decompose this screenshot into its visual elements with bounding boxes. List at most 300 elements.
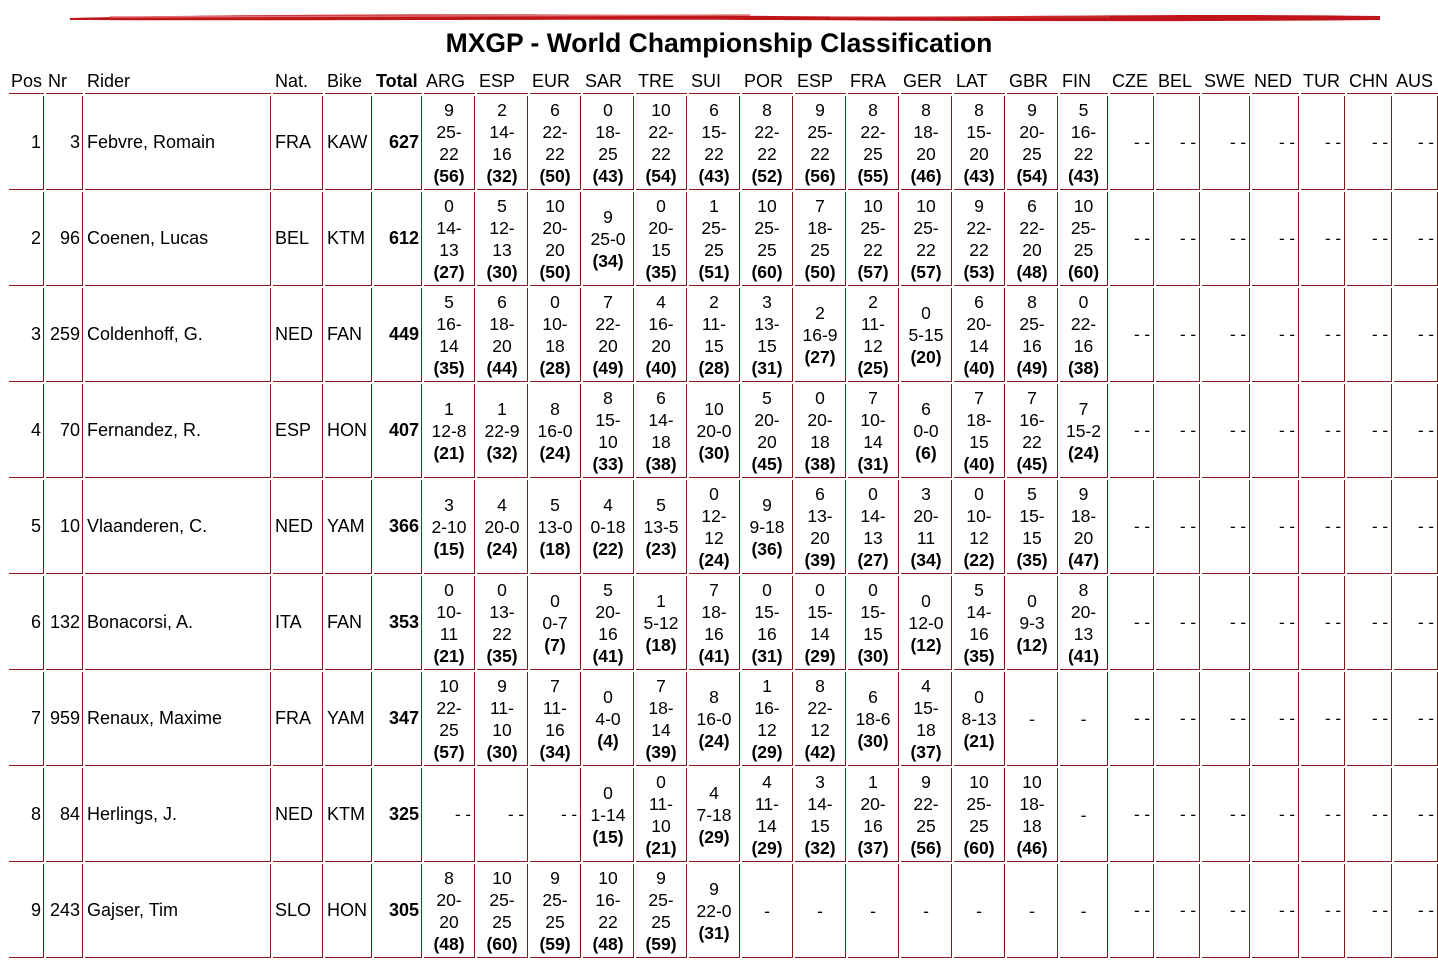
race-result-cell (848, 288, 899, 382)
result-points: (41) (592, 645, 624, 666)
result-line: 25 (492, 911, 512, 932)
result-line: 22 (757, 143, 777, 164)
rider-name-cell: Coldenhoff, G. (85, 288, 271, 382)
result-line: 14 (969, 335, 989, 356)
result-line: 25 (545, 911, 565, 932)
result-line: 6 (497, 291, 507, 312)
result-line: 13 (439, 239, 459, 260)
number-cell: 259 (46, 288, 83, 382)
result-points: (51) (698, 261, 730, 282)
race-result-cell (583, 384, 634, 478)
result-line: 13 (492, 239, 512, 260)
race-result-cell (848, 96, 899, 190)
race-result-cell (1007, 768, 1058, 862)
result-line: 25 (757, 239, 777, 260)
future-race-cell: - - (1394, 96, 1438, 190)
result-line: 2 (497, 99, 507, 120)
race-result-cell (689, 192, 740, 286)
position-cell: 8 (9, 768, 44, 862)
result-line: 25 (439, 719, 459, 740)
race-result-cell (530, 288, 581, 382)
future-race-cell: - - (1202, 192, 1250, 286)
future-race-cell: - - (1156, 864, 1200, 958)
result-line: 8 (1078, 579, 1089, 600)
column-header: ARG (424, 70, 475, 94)
race-result-cell (795, 672, 846, 766)
result-points: (60) (751, 261, 783, 282)
result-line: 7 (550, 675, 560, 696)
result-line: 18- (1019, 793, 1045, 814)
total-points-cell: 305 (374, 864, 422, 958)
future-race-cell: - - (1202, 672, 1250, 766)
race-result-cell (901, 480, 952, 574)
result-line: 20- (860, 793, 886, 814)
race-result-cell (742, 480, 793, 574)
result-line: 1 (497, 398, 507, 419)
future-race-cell: - - (1301, 96, 1345, 190)
total-points-cell: 325 (374, 768, 422, 862)
result-line: 0-18 (590, 516, 626, 537)
result-line: 12 (969, 527, 989, 548)
result-line: 14- (807, 793, 833, 814)
result-line: 12-8 (431, 420, 467, 441)
position-cell: 2 (9, 192, 44, 286)
result-line: 12 (757, 719, 777, 740)
result-line: 7 (709, 579, 719, 600)
race-result-cell (477, 96, 528, 190)
result-line: 13-5 (643, 516, 679, 537)
race-result-cell (477, 192, 528, 286)
result-points: (38) (804, 453, 836, 474)
decorative-brush-stroke (70, 11, 1380, 23)
result-line: 12 (863, 335, 883, 356)
result-line: 9 (1027, 99, 1037, 120)
result-line: 6 (974, 291, 984, 312)
race-result-cell (1007, 288, 1058, 382)
race-result-cell (424, 480, 475, 574)
race-result-cell: - (1007, 672, 1058, 766)
race-result-cell (689, 672, 740, 766)
result-line: 25 (810, 239, 830, 260)
result-points: (43) (698, 165, 730, 186)
result-line: 8 (762, 99, 772, 120)
total-points-cell: 627 (374, 96, 422, 190)
total-points-cell: 407 (374, 384, 422, 478)
result-line: 18- (489, 313, 515, 334)
race-result-cell (689, 480, 740, 574)
result-line: 0 (497, 579, 507, 600)
result-line: 22- (754, 121, 780, 142)
result-line: 1-14 (590, 804, 626, 825)
result-line: 12-0 (908, 612, 944, 633)
result-line: 0 (656, 195, 666, 216)
result-line: 11- (755, 793, 779, 814)
result-line: 20- (1070, 601, 1097, 622)
race-result-cell: - (795, 864, 846, 958)
race-result-cell (901, 768, 952, 862)
future-race-cell: - - (1252, 672, 1299, 766)
race-result-cell: - (1060, 864, 1108, 958)
result-line: 16 (492, 143, 512, 164)
result-line: 7-18 (696, 804, 732, 825)
result-line: 7 (1078, 398, 1089, 419)
result-line: 25 (598, 143, 618, 164)
position-cell: 7 (9, 672, 44, 766)
result-line: 14 (810, 623, 830, 644)
future-race-cell: - - (1252, 768, 1299, 862)
result-line: 16 (969, 623, 989, 644)
race-result-cell (742, 192, 793, 286)
result-line: 12 (704, 527, 724, 548)
result-points: (38) (645, 453, 677, 474)
result-points: (27) (433, 261, 465, 282)
result-points: (59) (645, 933, 677, 954)
result-line: 20- (648, 217, 674, 238)
future-race-cell: - - (1202, 768, 1250, 862)
column-header: CZE (1110, 70, 1154, 94)
result-points: (43) (592, 165, 624, 186)
column-header: SWE (1202, 70, 1250, 94)
future-race-cell: - - (1301, 288, 1345, 382)
result-line: 20- (595, 601, 621, 622)
result-points: (24) (486, 538, 518, 559)
race-result-cell (636, 192, 687, 286)
result-line: 6 (868, 686, 878, 707)
result-line: 8 (974, 99, 984, 120)
result-line: 8 (868, 99, 878, 120)
result-points: (48) (1016, 261, 1048, 282)
result-line: 9 (1078, 483, 1089, 504)
total-points-cell: 612 (374, 192, 422, 286)
result-line: 10 (1022, 771, 1042, 792)
future-race-cell: - - (1252, 288, 1299, 382)
result-line: 25- (754, 217, 780, 238)
result-line: 18-6 (855, 708, 891, 729)
race-result-cell (848, 576, 899, 670)
result-line: 25 (651, 911, 671, 932)
race-result-cell (583, 864, 634, 958)
future-race-cell: - - (1110, 288, 1154, 382)
future-race-cell: - - (1156, 384, 1200, 478)
column-header: FIN (1060, 70, 1108, 94)
result-line: 6 (1027, 195, 1037, 216)
result-line: 20 (757, 431, 777, 452)
result-points: (45) (751, 453, 783, 474)
future-race-cell: - - (1202, 288, 1250, 382)
result-points: (50) (539, 261, 571, 282)
result-line: 18- (966, 409, 992, 430)
race-result-cell: - - (477, 768, 528, 862)
race-result-cell (901, 576, 952, 670)
future-race-cell: - - (1394, 864, 1438, 958)
result-points: (21) (963, 730, 995, 751)
result-line: 22 (492, 623, 512, 644)
result-line: 22 (651, 143, 671, 164)
result-line: 16 (1073, 335, 1094, 356)
column-header: Total (374, 70, 422, 94)
result-line: 14- (489, 121, 515, 142)
race-result-cell: - (848, 864, 899, 958)
result-line: 0 (444, 579, 454, 600)
result-points: (31) (751, 645, 783, 666)
result-line: 18 (545, 335, 565, 356)
result-line: 9 (550, 867, 560, 888)
nationality-cell: NED (273, 480, 323, 574)
total-points-cell: 366 (374, 480, 422, 574)
future-race-cell: - - (1394, 768, 1438, 862)
result-line: 25 (704, 239, 724, 260)
result-line: 13- (807, 505, 833, 526)
future-race-cell: - - (1110, 576, 1154, 670)
result-line: 1 (868, 771, 878, 792)
race-result-cell (424, 96, 475, 190)
result-line: 10- (542, 313, 568, 334)
future-race-cell: - - (1110, 768, 1154, 862)
race-result-cell (1060, 384, 1108, 478)
future-race-cell: - - (1202, 96, 1250, 190)
race-result-cell (742, 672, 793, 766)
nationality-cell: FRA (273, 96, 323, 190)
race-result-cell (636, 480, 687, 574)
rider-name-cell: Coenen, Lucas (85, 192, 271, 286)
result-points: (12) (1016, 634, 1048, 655)
result-line: 20 (969, 143, 989, 164)
result-line: 12- (701, 505, 727, 526)
race-result-cell (954, 672, 1005, 766)
future-race-cell: - - (1252, 384, 1299, 478)
result-points: (38) (1067, 357, 1100, 378)
future-race-cell: - - (1156, 768, 1200, 862)
race-result-cell (424, 384, 475, 478)
result-line: 22 (1073, 143, 1094, 164)
result-points: (40) (963, 357, 995, 378)
result-points: (37) (910, 741, 942, 762)
result-line: 2 (868, 291, 878, 312)
result-line: 16- (1070, 121, 1097, 142)
result-line: 15- (1019, 505, 1045, 526)
future-race-cell: - - (1347, 672, 1392, 766)
race-result-cell (636, 768, 687, 862)
result-line: 10 (598, 867, 618, 888)
result-line: 0 (868, 579, 878, 600)
result-points: (4) (597, 730, 619, 751)
result-line: 5 (603, 579, 613, 600)
result-line: 10 (439, 675, 459, 696)
result-line: 25- (807, 121, 833, 142)
column-header: SUI (689, 70, 740, 94)
result-line: 15 (651, 239, 671, 260)
result-points: (56) (804, 165, 836, 186)
result-line: 11 (916, 527, 936, 548)
number-cell: 96 (46, 192, 83, 286)
column-header: ESP (795, 70, 846, 94)
result-points: (49) (1016, 357, 1048, 378)
race-result-cell: - (742, 864, 793, 958)
result-line: 0 (603, 686, 613, 707)
future-race-cell: - - (1394, 576, 1438, 670)
result-line: 22 (704, 143, 724, 164)
race-result-cell (583, 768, 634, 862)
result-line: 22 (439, 143, 459, 164)
result-line: 15 (863, 623, 883, 644)
result-line: 1 (709, 195, 719, 216)
result-line: 10 (545, 195, 565, 216)
future-race-cell: - - (1110, 864, 1154, 958)
bike-cell: KAW (325, 96, 372, 190)
result-line: 10 (1073, 195, 1094, 216)
result-line: 20 (598, 335, 618, 356)
result-points: (54) (645, 165, 677, 186)
result-line: 13 (1073, 623, 1094, 644)
result-points: (29) (751, 741, 783, 762)
result-line: 20 (492, 335, 512, 356)
future-race-cell: - - (1347, 864, 1392, 958)
result-line: 13 (863, 527, 883, 548)
result-line: 7 (603, 291, 613, 312)
position-cell: 1 (9, 96, 44, 190)
race-result-cell (954, 480, 1005, 574)
result-line: 11- (543, 697, 567, 718)
race-result-cell (1060, 288, 1108, 382)
race-result-cell (583, 672, 634, 766)
result-line: 25- (1019, 313, 1045, 334)
result-line: 9 (603, 206, 613, 227)
result-line: 3 (444, 494, 454, 515)
result-line: 16-0 (537, 420, 573, 441)
result-points: (15) (592, 826, 624, 847)
result-line: 14 (757, 815, 777, 836)
result-line: 13- (489, 601, 515, 622)
result-line: 2 (815, 302, 825, 323)
bike-cell: HON (325, 384, 372, 478)
position-cell: 3 (9, 288, 44, 382)
result-line: 20 (545, 239, 565, 260)
race-result-cell (583, 288, 634, 382)
number-cell: 84 (46, 768, 83, 862)
future-race-cell: - - (1252, 480, 1299, 574)
race-result-cell (477, 384, 528, 478)
result-line: 16 (863, 815, 883, 836)
race-result-cell (583, 192, 634, 286)
column-header: Bike (325, 70, 372, 94)
race-result-cell (530, 864, 581, 958)
column-header: LAT (954, 70, 1005, 94)
result-line: 8 (603, 387, 613, 408)
future-race-cell: - - (1301, 672, 1345, 766)
result-line: 15 (969, 431, 989, 452)
result-points: (30) (486, 741, 518, 762)
result-points: (55) (857, 165, 889, 186)
result-line: 4 (656, 291, 666, 312)
result-points: (39) (804, 549, 836, 570)
race-result-cell (954, 384, 1005, 478)
race-result-cell (477, 864, 528, 958)
race-result-cell (954, 192, 1005, 286)
result-points: (34) (910, 549, 942, 570)
future-race-cell: - - (1394, 192, 1438, 286)
future-race-cell: - - (1347, 768, 1392, 862)
result-points: (30) (857, 730, 889, 751)
result-points: (42) (804, 741, 836, 762)
race-result-cell (848, 672, 899, 766)
race-result-cell (636, 96, 687, 190)
column-header: EUR (530, 70, 581, 94)
result-line: 22 (545, 143, 565, 164)
race-result-cell (795, 96, 846, 190)
result-line: 0 (815, 387, 825, 408)
race-result-cell (848, 192, 899, 286)
result-points: (29) (698, 826, 730, 847)
race-result-cell (530, 192, 581, 286)
race-result-cell (954, 768, 1005, 862)
result-points: (34) (539, 741, 571, 762)
future-race-cell: - - (1202, 576, 1250, 670)
page-title: MXGP - World Championship Classification (445, 28, 993, 58)
result-line: 15 (704, 335, 724, 356)
result-points: (35) (1016, 549, 1048, 570)
race-result-cell (424, 864, 475, 958)
result-line: 18 (1022, 815, 1042, 836)
future-race-cell: - - (1347, 384, 1392, 478)
result-points: (49) (592, 357, 624, 378)
result-line: 22 (916, 239, 936, 260)
result-line: 22- (648, 121, 674, 142)
result-line: 22 (598, 911, 618, 932)
result-line: 20-0 (484, 516, 520, 537)
result-points: (22) (963, 549, 995, 570)
result-line: 5 (974, 579, 984, 600)
result-line: 11 (439, 623, 459, 644)
number-cell: 3 (46, 96, 83, 190)
result-points: (30) (857, 645, 889, 666)
future-race-cell: - - (1110, 192, 1154, 286)
result-points: (31) (698, 922, 730, 943)
result-line: 22- (913, 793, 939, 814)
future-race-cell: - - (1156, 96, 1200, 190)
result-line: 7 (868, 387, 878, 408)
number-cell: 243 (46, 864, 83, 958)
result-line: 15- (754, 601, 780, 622)
future-race-cell: - - (1156, 672, 1200, 766)
result-line: 16 (757, 623, 777, 644)
result-line: 18 (651, 431, 671, 452)
future-race-cell: - - (1394, 288, 1438, 382)
result-points: (50) (804, 261, 836, 282)
result-line: 25 (1073, 239, 1094, 260)
result-line: 13- (754, 313, 780, 334)
column-header: BEL (1156, 70, 1200, 94)
result-line: 20- (436, 889, 462, 910)
race-result-cell (795, 384, 846, 478)
result-line: 16 (704, 623, 724, 644)
future-race-cell: - - (1301, 576, 1345, 670)
result-points: (25) (857, 357, 889, 378)
result-line: 7 (1027, 387, 1037, 408)
result-line: 18- (1070, 505, 1097, 526)
result-points: (27) (857, 549, 889, 570)
result-line: 15 (1022, 527, 1042, 548)
future-race-cell: - - (1347, 480, 1392, 574)
result-line: 15 (757, 335, 777, 356)
result-line: 7 (974, 387, 984, 408)
race-result-cell (1007, 384, 1058, 478)
result-points: (28) (539, 357, 571, 378)
race-result-cell (424, 192, 475, 286)
result-line: 0-0 (913, 420, 939, 441)
race-result-cell (1060, 480, 1108, 574)
total-points-cell: 353 (374, 576, 422, 670)
result-points: (40) (645, 357, 677, 378)
